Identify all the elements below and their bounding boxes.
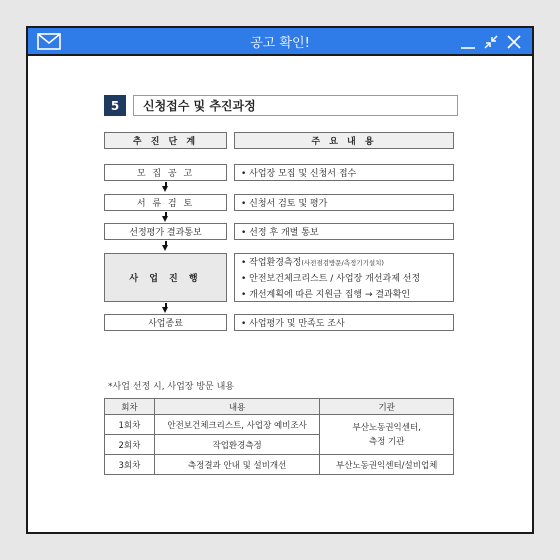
progress-item: • 개선계획에 따른 지원금 집행 → 결과확인 bbox=[241, 290, 411, 300]
stage-project-progress: 사 업 진 행 bbox=[104, 253, 227, 302]
title-bar bbox=[28, 28, 532, 56]
round-cell: 2회차 bbox=[105, 435, 155, 455]
flow-arrow-icon bbox=[162, 245, 168, 251]
section-title: 신청접수 및 추진과정 bbox=[133, 95, 458, 116]
content-result-notice: • 선정 후 개별 통보 bbox=[234, 223, 454, 240]
minimize-icon[interactable] bbox=[458, 32, 478, 52]
restore-icon[interactable] bbox=[481, 32, 501, 52]
flow-arrow-icon bbox=[162, 216, 168, 222]
stage-result-notice: 선정평가 결과통보 bbox=[104, 223, 227, 240]
stage-project-end: 사업종료 bbox=[104, 314, 227, 331]
section-header bbox=[104, 95, 458, 116]
table-row bbox=[105, 415, 454, 435]
stage-header: 추 진 단 계 bbox=[104, 132, 227, 149]
stage-recruitment: 모 집 공 고 bbox=[104, 164, 227, 181]
window-title: 공고 확인! bbox=[250, 35, 310, 51]
round-cell: 3회차 bbox=[105, 455, 155, 475]
document-content bbox=[28, 58, 532, 532]
content-project-progress bbox=[234, 253, 454, 302]
content-recruitment: • 사업장 모집 및 신청서 접수 bbox=[234, 164, 454, 181]
content-header: 주 요 내 용 bbox=[234, 132, 454, 149]
close-icon[interactable] bbox=[504, 32, 524, 52]
progress-item: • 안전보건체크리스트 / 사업장 개선과제 선정 bbox=[241, 274, 421, 284]
table-header-row bbox=[105, 399, 454, 415]
round-cell: 1회차 bbox=[105, 415, 155, 435]
dialog-window bbox=[26, 26, 534, 534]
agency-cell: 부산노동권익센터/설비업체 bbox=[320, 455, 454, 475]
column-header: 내용 bbox=[154, 399, 320, 415]
progress-item: • 작업환경측정(사전점검방문/측정기기설치) bbox=[241, 258, 384, 268]
visit-table bbox=[104, 398, 454, 475]
content-cell: 작업환경측정 bbox=[154, 435, 320, 455]
column-header: 기관 bbox=[320, 399, 454, 415]
flow-arrow-icon bbox=[162, 186, 168, 192]
section-number: 5 bbox=[104, 95, 126, 116]
stage-document-review: 서 류 검 토 bbox=[104, 194, 227, 211]
mail-icon bbox=[37, 33, 61, 50]
flow-arrow-icon bbox=[162, 307, 168, 313]
content-cell: 안전보건체크리스트, 사업장 예비조사 bbox=[154, 415, 320, 435]
content-document-review: • 신청서 검토 및 평가 bbox=[234, 194, 454, 211]
table-row bbox=[105, 455, 454, 475]
agency-cell: 부산노동권익센터, 측정 기관 bbox=[320, 415, 454, 455]
visit-note: *사업 선정 시, 사업장 방문 내용 bbox=[108, 382, 234, 392]
content-project-end: • 사업평가 및 만족도 조사 bbox=[234, 314, 454, 331]
content-cell: 측정결과 안내 및 설비개선 bbox=[154, 455, 320, 475]
column-header: 회차 bbox=[105, 399, 155, 415]
